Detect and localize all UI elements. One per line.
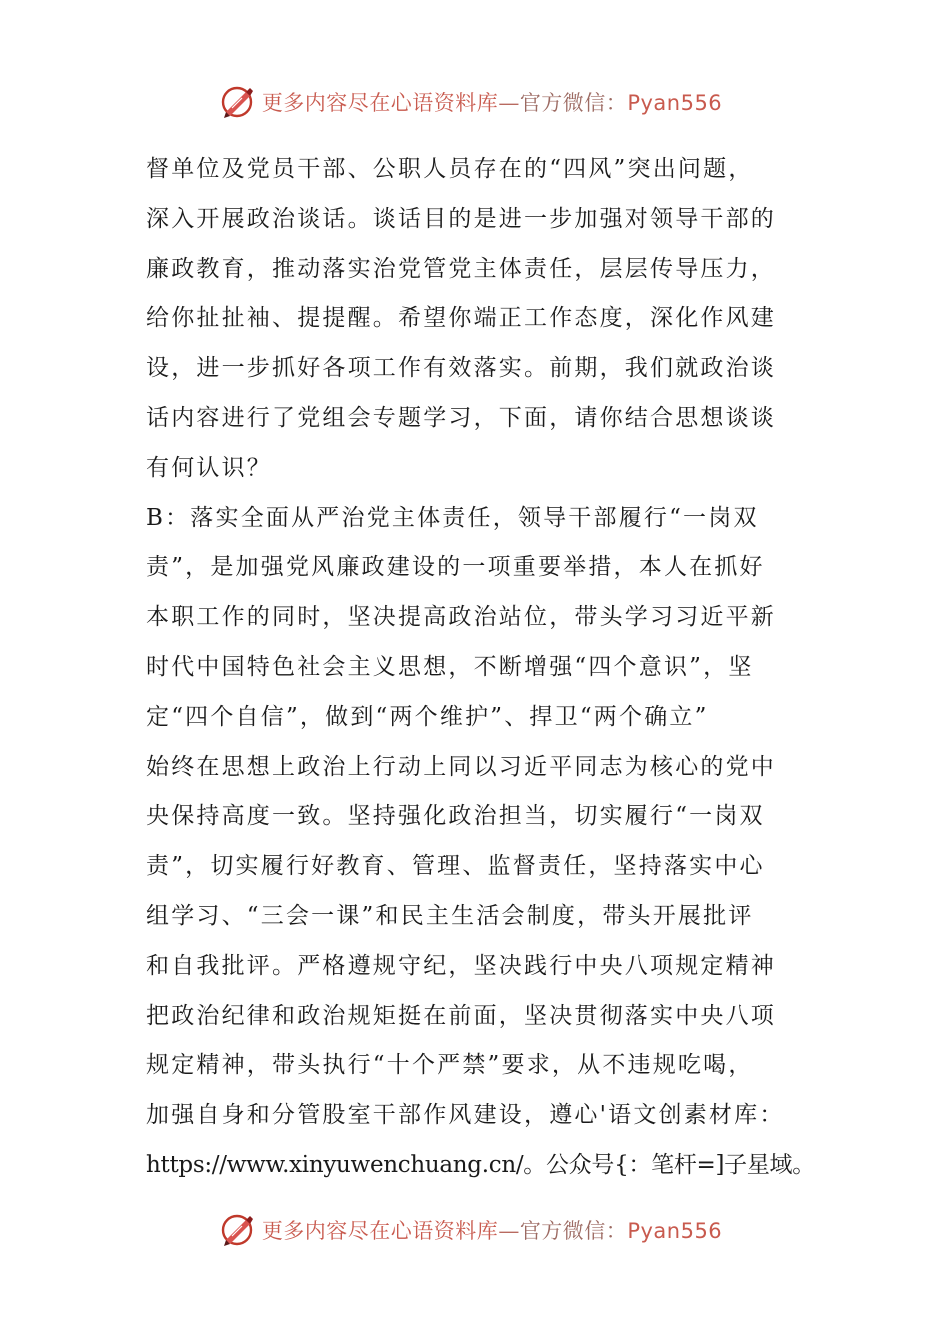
body-line: 规定精神，带头执行“十个严禁”要求，从不违规吃喝， xyxy=(146,1052,754,1079)
body-line: 央保持高度一致。坚持强化政治担当，切实履行“一岗双 xyxy=(146,803,765,830)
body-line: B：落实全面从严治党主体责任，领导干部履行“一岗双 xyxy=(146,504,759,531)
body-line: 本职工作的同时，坚决提高政治站位，带头学习习近平新 xyxy=(146,604,776,631)
banner-dash: — xyxy=(498,91,520,115)
body-line: 和自我批评。严格遵规守纪，坚决践行中央八项规定精神 xyxy=(146,952,776,979)
footer-watermark-banner xyxy=(0,1210,950,1250)
banner-wechat-label: 官方微信： xyxy=(519,1219,628,1243)
header-watermark-banner xyxy=(0,82,950,122)
body-line: 廉政教育，推动落实治党管党主体责任，层层传导压力， xyxy=(146,255,776,282)
pen-logo-icon xyxy=(220,84,256,120)
body-line: 深入开展政治谈话。谈话目的是进一步加强对领导干部的 xyxy=(146,205,776,232)
body-line: 把政治纪律和政治规矩挺在前面，坚决贯彻落实中央八项 xyxy=(146,1002,776,1029)
body-line: 时代中国特色社会主义思想，不断增强“四个意识”，坚 xyxy=(146,653,754,680)
body-line: 始终在思想上政治上行动上同以习近平同志为核心的党中 xyxy=(146,753,776,780)
body-line: 组学习、“三会一课”和民主生活会制度，带头开展批评 xyxy=(146,902,754,929)
banner-wechat-label: 官方微信： xyxy=(519,91,628,115)
body-line: 加强自身和分管股室干部作风建设，遵心'语文创素材库： xyxy=(146,1102,785,1129)
banner-main-text: 更多内容尽在心语资料库 xyxy=(261,1219,499,1243)
body-line: 督单位及党员干部、公职人员存在的“四风”突出问题， xyxy=(146,156,754,182)
banner-main-text: 更多内容尽在心语资料库 xyxy=(261,91,499,115)
body-line: 设，进一步抓好各项工作有效落实。前期，我们就政治谈 xyxy=(146,355,776,382)
banner-wechat-id: Pyan556 xyxy=(627,1219,723,1243)
body-line: 有何认识？ xyxy=(146,454,272,481)
banner-wechat-id: Pyan556 xyxy=(627,91,723,115)
pen-logo-icon xyxy=(220,1212,256,1248)
body-line: 给你扯扯袖、提提醒。希望你端正工作态度，深化作风建 xyxy=(146,305,776,332)
document-body xyxy=(146,145,826,1191)
body-line: 话内容进行了党组会专题学习，下面，请你结合思想谈谈 xyxy=(146,404,776,431)
body-line-url: https://www.xinyuwenchuang.cn/。公众号{：笔杆=]子星域。 xyxy=(146,1151,815,1178)
body-line: 责”，是加强党风廉政建设的一项重要举措，本人在抓好 xyxy=(146,554,765,581)
body-line: 责”，切实履行好教育、管理、监督责任，坚持落实中心 xyxy=(146,853,765,880)
banner-dash: — xyxy=(498,1219,520,1243)
body-line: 定“四个自信”，做到“两个维护”、捍卫“两个确立” xyxy=(146,703,709,730)
